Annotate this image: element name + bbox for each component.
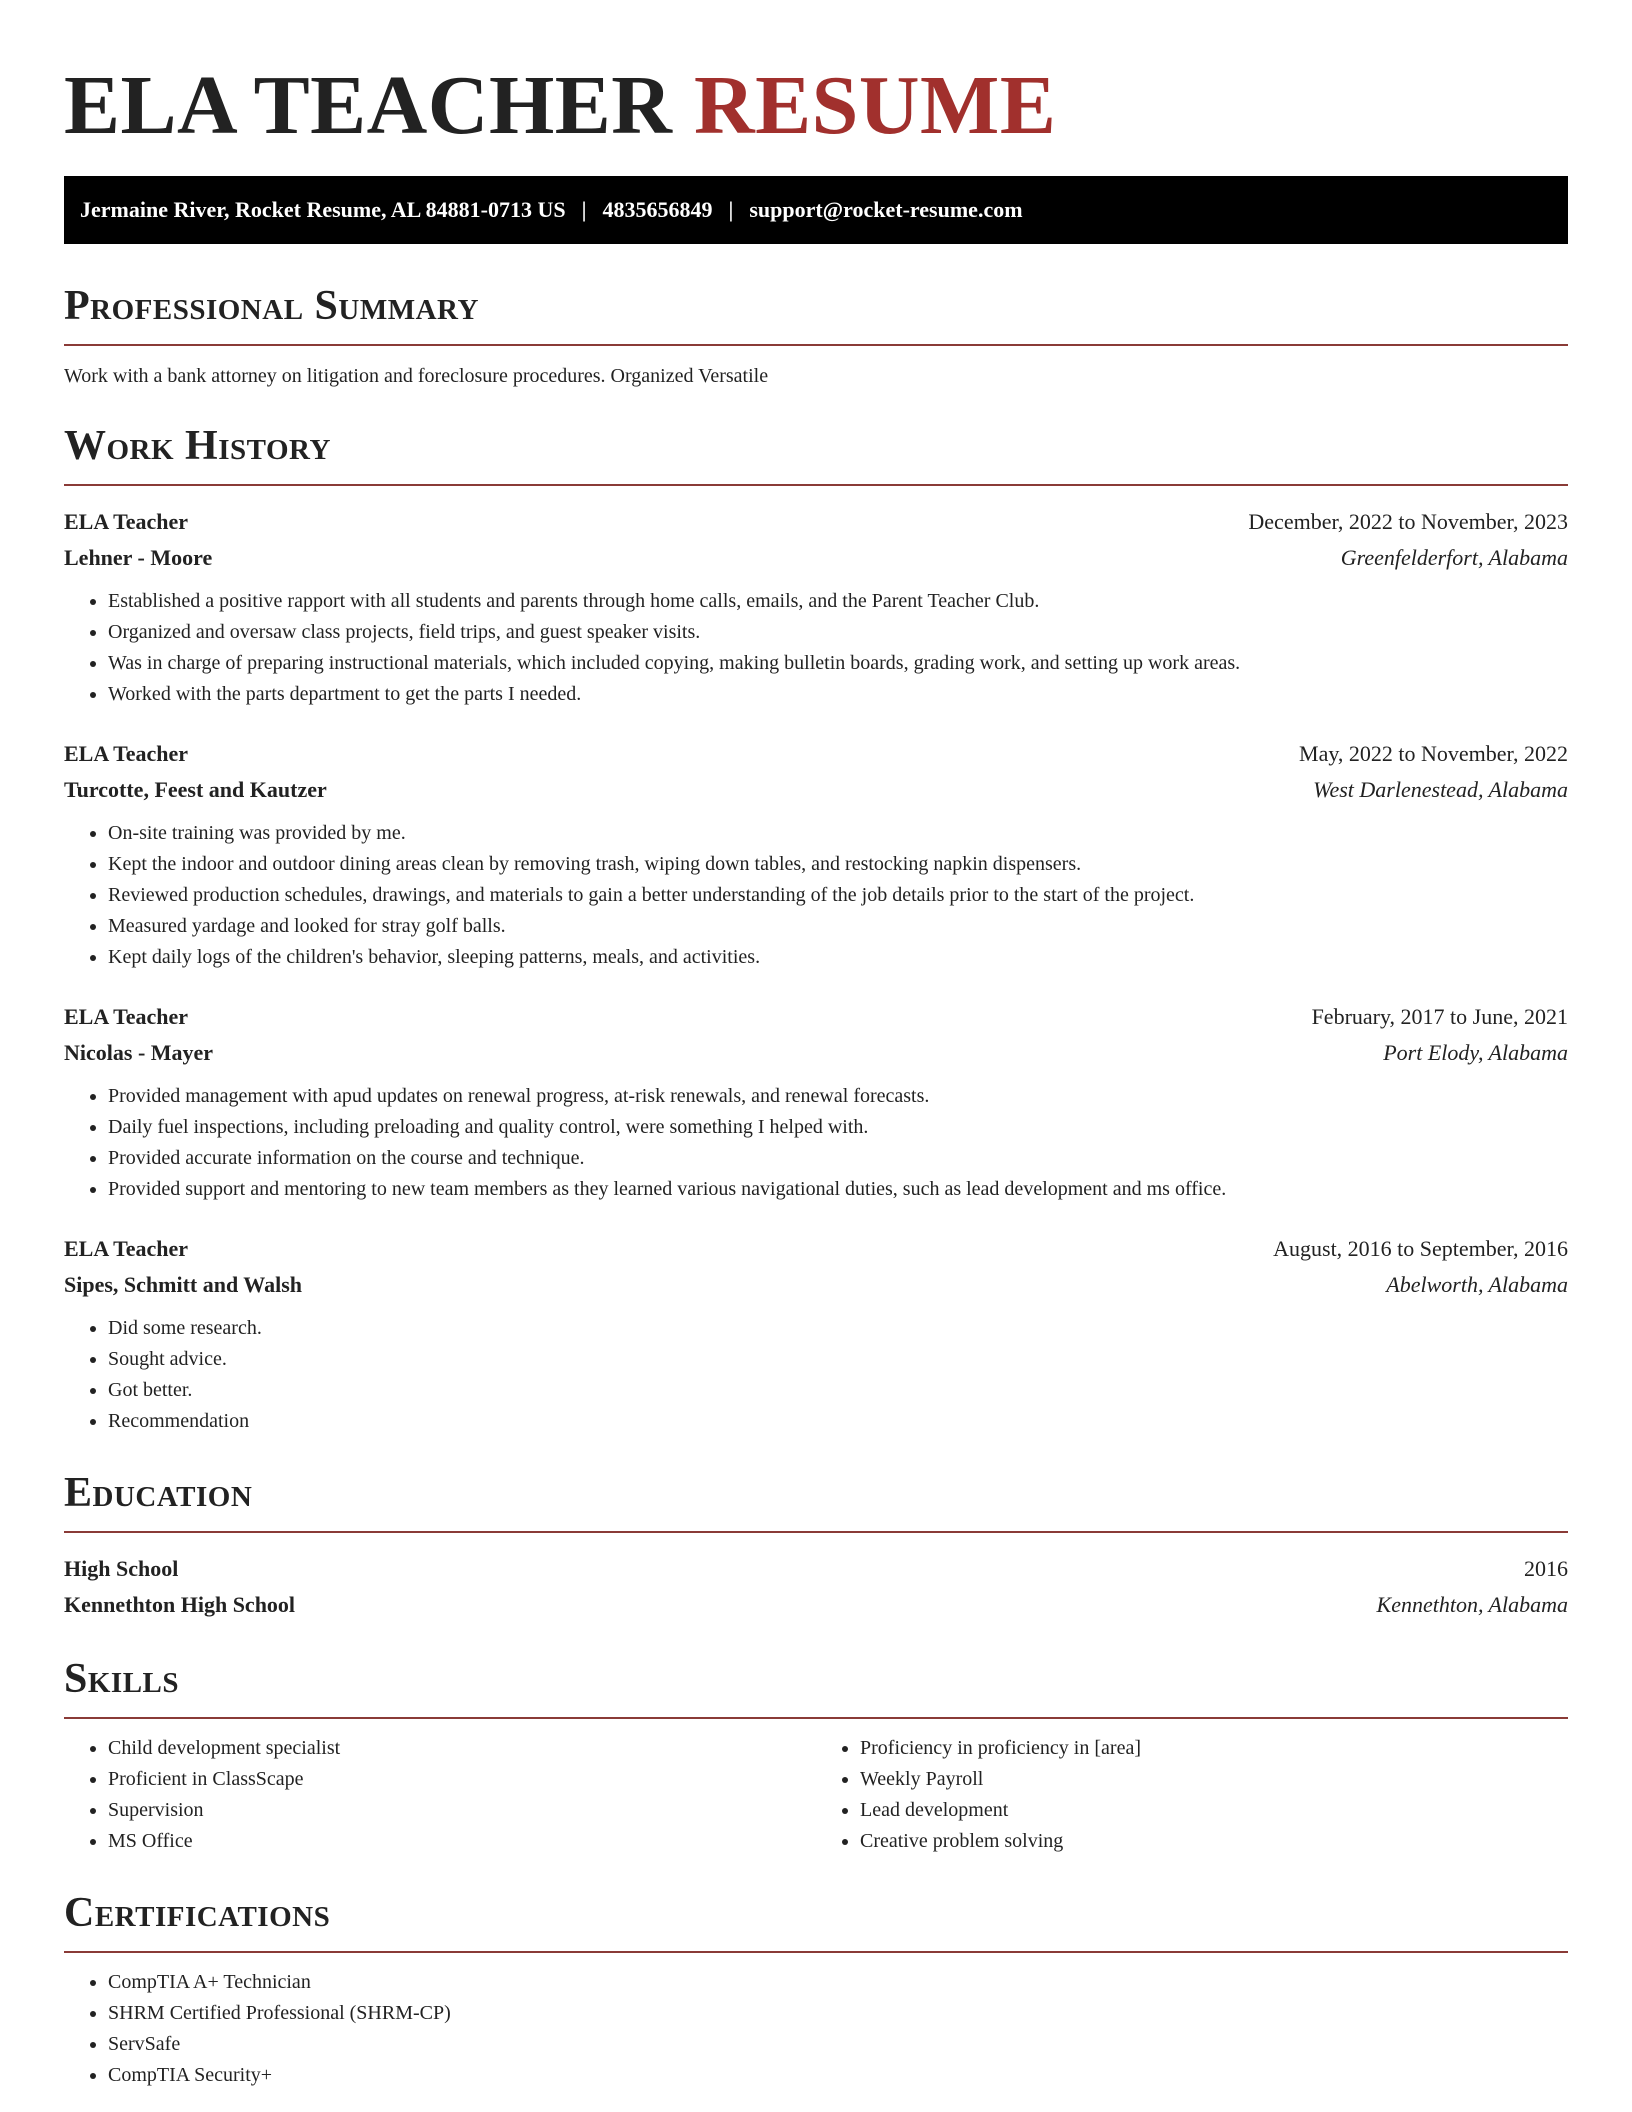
list-item: • Creative problem solving (860, 1826, 1568, 1857)
job-company: Turcotte, Feest and Kautzer (64, 777, 327, 802)
section-divider (64, 1531, 1568, 1533)
resume-page (64, 0, 1568, 2091)
list-item: • Supervision (108, 1795, 816, 1826)
list-item: • ServSafe (108, 2029, 1568, 2060)
contact-address: Jermaine River, Rocket Resume, AL 84881-0713 US (80, 197, 566, 222)
job-entry (64, 504, 1568, 710)
contact-phone: 4835656849 (602, 197, 713, 222)
list-item: • CompTIA Security+ (108, 2060, 1568, 2091)
summary-heading: Professional Summary (64, 283, 479, 329)
skills-column-left (64, 1733, 816, 1857)
education-location: Kennethton, Alabama (1376, 1592, 1568, 1617)
certifications-heading: Certifications (64, 1890, 331, 1936)
list-item: • Did some research. (108, 1313, 1568, 1344)
list-item: • Child development specialist (108, 1733, 816, 1764)
list-item: • Kept the indoor and outdoor dining areas clean by removing trash, wiping down tables, and restocking napkin dispensers. (108, 849, 1568, 880)
resume-title (64, 56, 1568, 156)
certifications-list (64, 1967, 1568, 2091)
work-history-heading: Work History (64, 423, 331, 469)
list-item: • CompTIA A+ Technician (108, 1967, 1568, 1998)
job-company: Lehner - Moore (64, 545, 213, 570)
job-company: Nicolas - Mayer (64, 1040, 214, 1065)
contact-email[interactable]: support@rocket-resume.com (749, 197, 1023, 222)
summary-section (64, 280, 1568, 390)
education-entry (64, 1551, 1568, 1623)
section-divider (64, 1717, 1568, 1719)
job-entry (64, 736, 1568, 973)
education-year: 2016 (1524, 1556, 1568, 1581)
contact-bar (64, 176, 1568, 244)
job-dates: May, 2022 to November, 2022 (1299, 741, 1568, 766)
section-divider (64, 344, 1568, 346)
list-item: • Worked with the parts department to get the parts I needed. (108, 679, 1568, 710)
list-item: • Established a positive rapport with all students and parents through home calls, emails, and the Parent Teacher Club. (108, 586, 1568, 617)
list-item: • Recommendation (108, 1406, 1568, 1437)
list-item: • Proficiency in proficiency in [area] (860, 1733, 1568, 1764)
education-school: Kennethton High School (64, 1592, 296, 1617)
list-item: • Measured yardage and looked for stray golf balls. (108, 911, 1568, 942)
list-item: • Provided support and mentoring to new team members as they learned various navigational duties, such as lead development and ms office. (108, 1174, 1568, 1205)
list-item: • Provided accurate information on the course and technique. (108, 1143, 1568, 1174)
list-item: • Proficient in ClassScape (108, 1764, 816, 1795)
list-item: • MS Office (108, 1826, 816, 1857)
job-entry (64, 1231, 1568, 1437)
job-bullets (64, 586, 1568, 710)
list-item: • Reviewed production schedules, drawings, and materials to gain a better understanding of the job details prior to the start of the project. (108, 880, 1568, 911)
list-item: • SHRM Certified Professional (SHRM-CP) (108, 1998, 1568, 2029)
list-item: • On-site training was provided by me. (108, 818, 1568, 849)
job-location: West Darlenestead, Alabama (1313, 777, 1568, 802)
work-history-section (64, 420, 1568, 1437)
list-item: • Got better. (108, 1375, 1568, 1406)
job-location: Greenfelderfort, Alabama (1340, 545, 1568, 570)
section-divider (64, 1951, 1568, 1953)
education-section (64, 1467, 1568, 1623)
education-heading: Education (64, 1470, 253, 1516)
list-item: • Kept daily logs of the children's behavior, sleeping patterns, meals, and activities. (108, 942, 1568, 973)
skills-section (64, 1653, 1568, 1857)
list-item: • Weekly Payroll (860, 1764, 1568, 1795)
job-entry (64, 999, 1568, 1205)
skills-column-right (816, 1733, 1568, 1857)
job-company: Sipes, Schmitt and Walsh (64, 1272, 303, 1297)
job-dates: August, 2016 to September, 2016 (1273, 1236, 1568, 1261)
contact-separator: | (728, 197, 734, 222)
list-item: • Sought advice. (108, 1344, 1568, 1375)
list-item: • Provided management with apud updates on renewal progress, at-risk renewals, and renewal forecasts. (108, 1081, 1568, 1112)
job-title: ELA Teacher (64, 1004, 189, 1029)
list-item: • Lead development (860, 1795, 1568, 1826)
job-dates: February, 2017 to June, 2021 (1311, 1004, 1568, 1029)
job-bullets (64, 1081, 1568, 1205)
certifications-section (64, 1887, 1568, 2091)
job-title: ELA Teacher (64, 1236, 189, 1261)
job-title: ELA Teacher (64, 741, 189, 766)
job-bullets (64, 818, 1568, 973)
job-bullets (64, 1313, 1568, 1437)
education-degree: High School (64, 1556, 179, 1581)
job-location: Abelworth, Alabama (1386, 1272, 1568, 1297)
section-divider (64, 484, 1568, 486)
job-dates: December, 2022 to November, 2023 (1248, 509, 1568, 534)
skills-heading: Skills (64, 1656, 180, 1702)
list-item: • Organized and oversaw class projects, field trips, and guest speaker visits. (108, 617, 1568, 648)
job-title: ELA Teacher (64, 509, 189, 534)
summary-text: Work with a bank attorney on litigation and foreclosure procedures. Organized Versatile (64, 365, 769, 387)
list-item: • Was in charge of preparing instructional materials, which included copying, making bulletin boards, grading work, and setting up work areas. (108, 648, 1568, 679)
title-accent: RESUME (693, 59, 1057, 152)
title-main: ELA TEACHER (64, 59, 673, 152)
skills-grid (64, 1733, 1568, 1857)
job-location: Port Elody, Alabama (1383, 1040, 1568, 1065)
contact-separator: | (581, 197, 587, 222)
list-item: • Daily fuel inspections, including preloading and quality control, were something I helped with. (108, 1112, 1568, 1143)
